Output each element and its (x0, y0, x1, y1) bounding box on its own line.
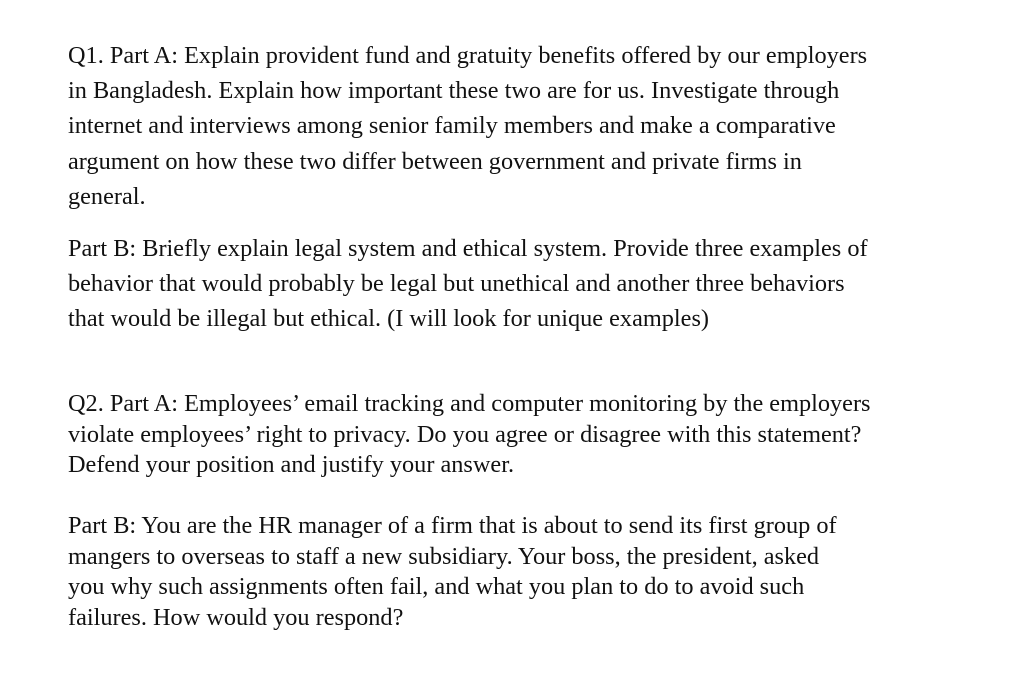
text-line: you why such assignments often fail, and what you plan to do to avoid such (68, 573, 805, 600)
text-line: Part B: Briefly explain legal system and ethical system. Provide three examples of (68, 235, 868, 262)
text-line: failures. How would you respond? (68, 603, 404, 631)
q2-part-a (68, 389, 968, 481)
text-line: violate employees’ right to privacy. Do you agree or disagree with this statement? (68, 420, 862, 448)
text-line: Q2. Part A: Employees’ email tracking and computer monitoring by the employers (68, 390, 871, 417)
text-line: argument on how these two differ between government and private firms in (68, 147, 802, 175)
q1-part-b (68, 231, 968, 337)
text-line: behavior that would probably be legal but unethical and another three behaviors (68, 270, 845, 298)
text-line: in Bangladesh. Explain how important these two are for us. Investigate through (68, 77, 840, 105)
text-line: Part B: You are the HR manager of a firm that is about to send its first group of (68, 512, 837, 539)
text-line: mangers to overseas to staff a new subsidiary. Your boss, the president, asked (68, 542, 820, 570)
text-line: Defend your position and justify your answer. (68, 451, 515, 478)
text-line: internet and interviews among senior family members and make a comparative (68, 112, 836, 140)
q1-part-a (68, 38, 968, 214)
text-line: that would be illegal but ethical. (I will look for unique examples) (68, 305, 709, 333)
q2-part-b (68, 511, 968, 633)
text-line: general. (68, 182, 146, 210)
text-line: Q1. Part A: Explain provident fund and gratuity benefits offered by our employers (68, 42, 868, 69)
